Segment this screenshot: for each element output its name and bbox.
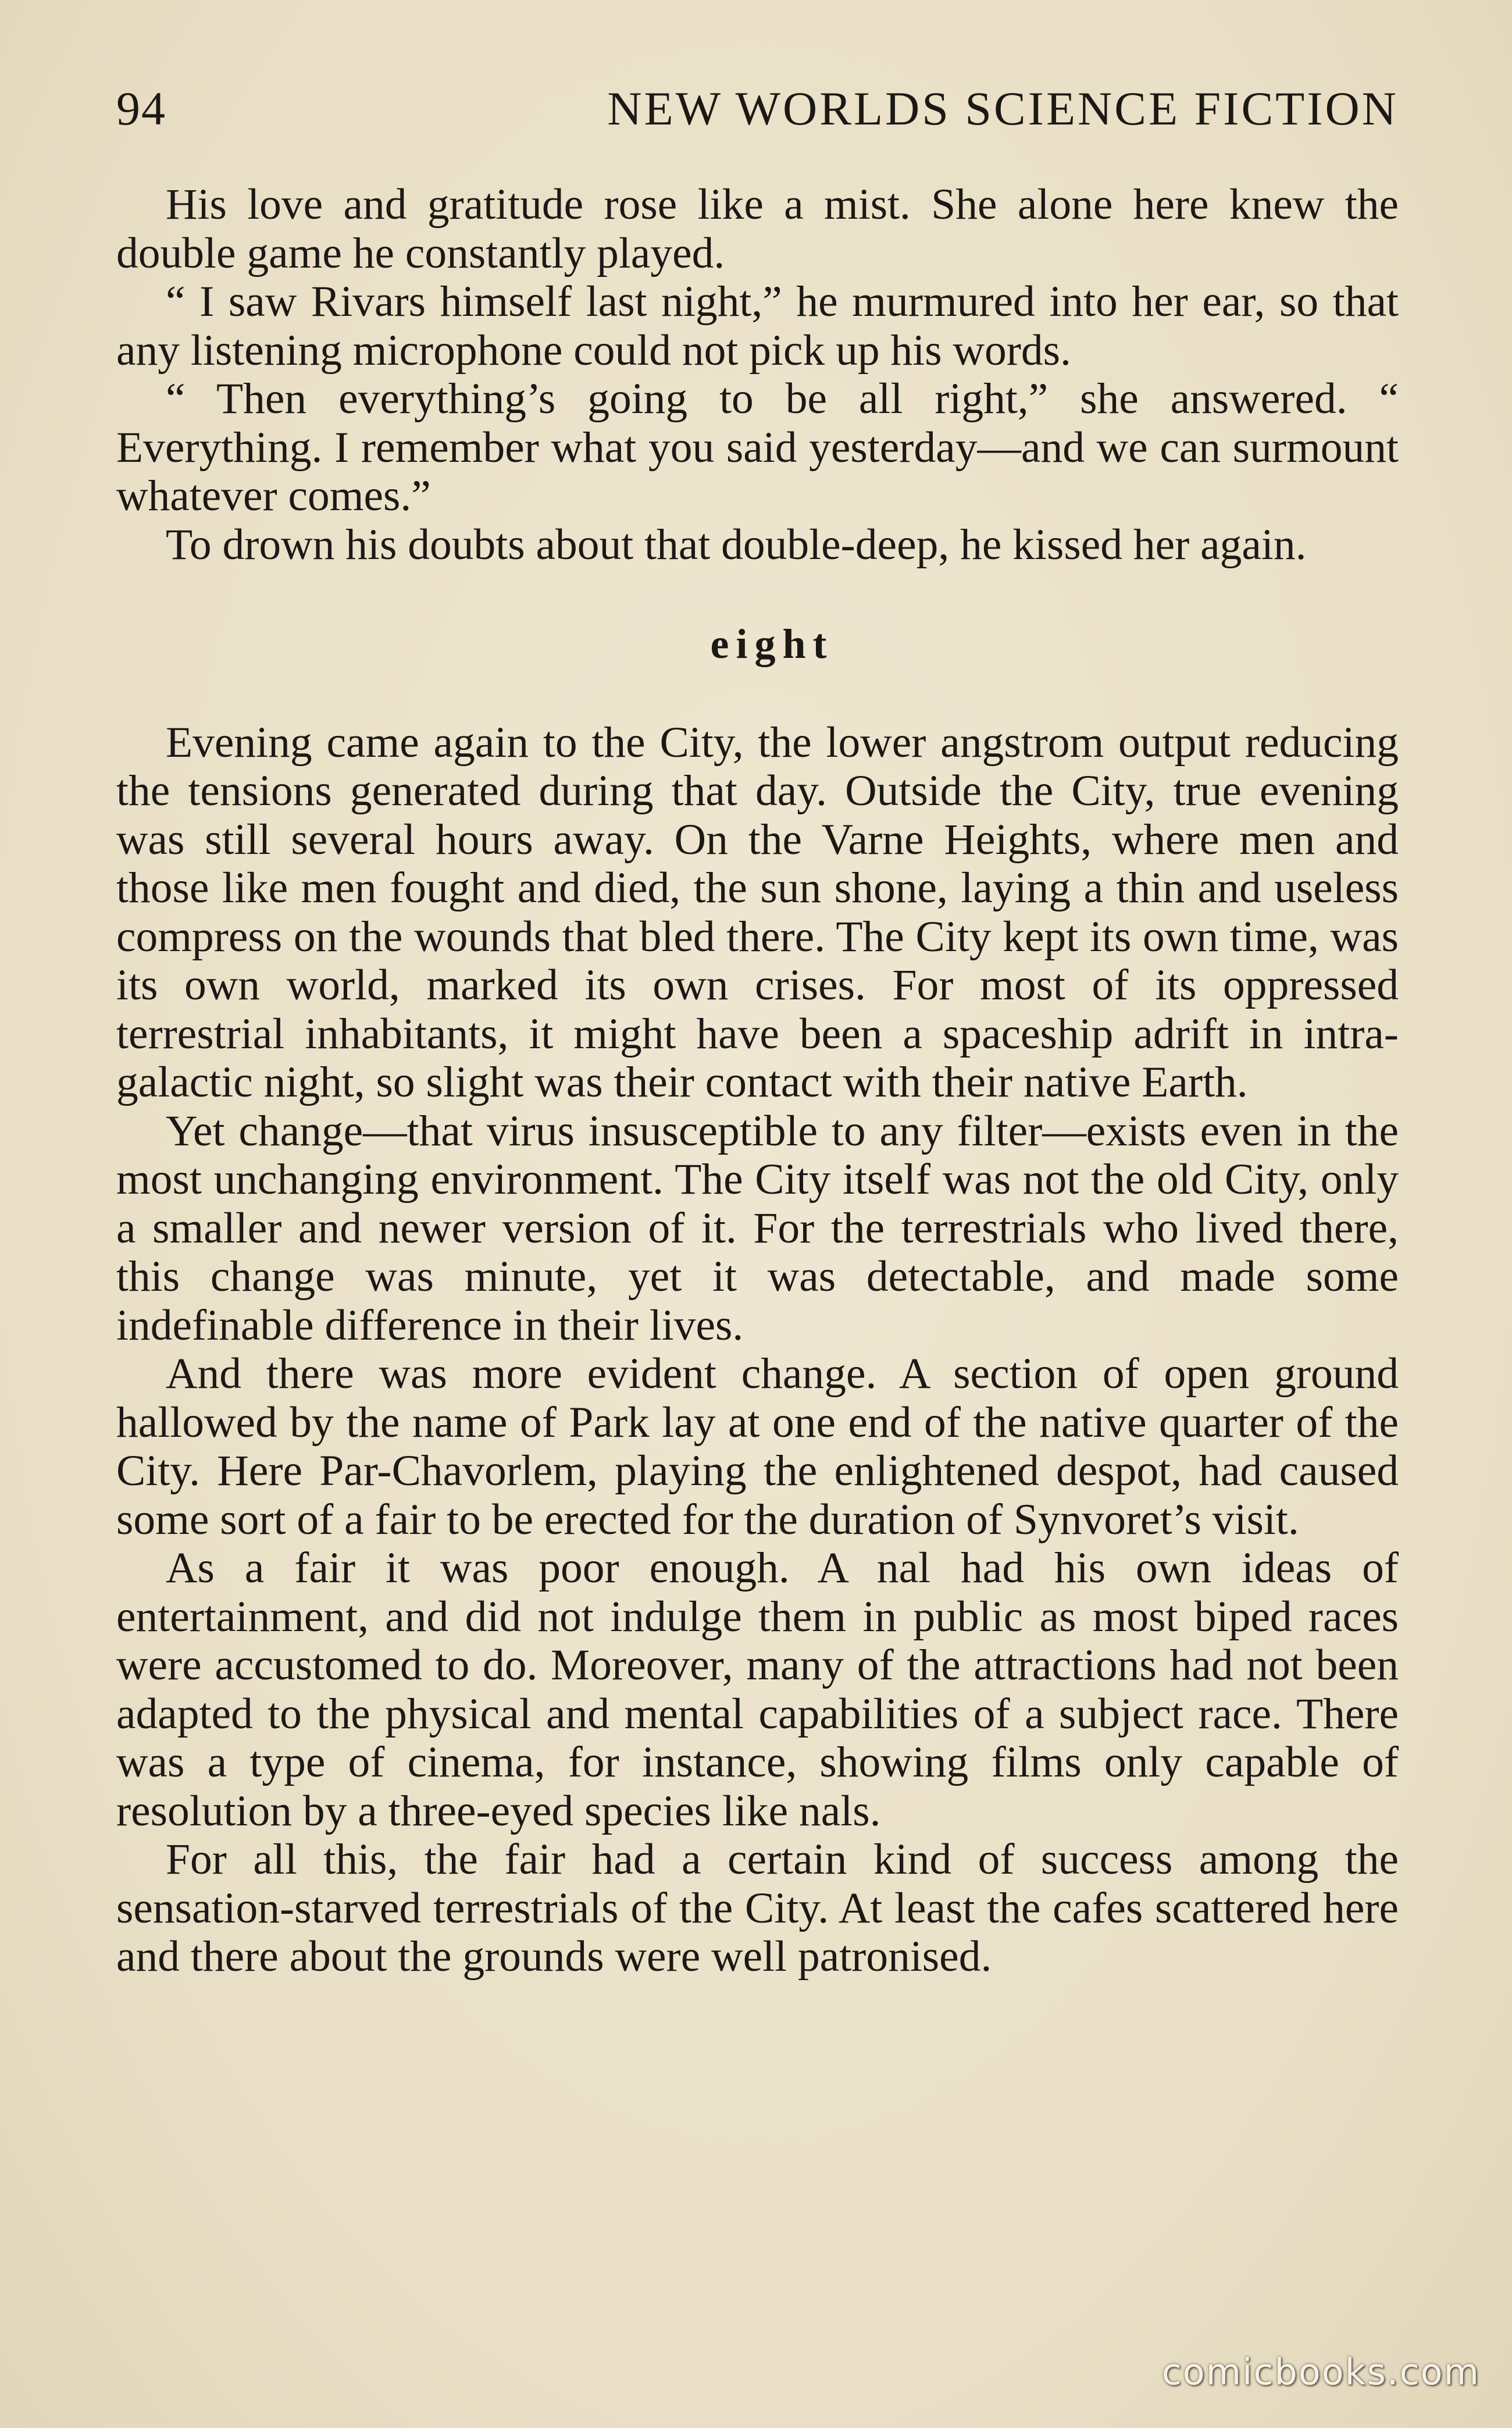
paragraph: To drown his doubts about that double-deep, he kissed her again. [166,520,1307,569]
paragraph: His love and gratitude rose like a mist. She alone here knew the double game he constantly played. [116,180,1399,277]
page-header [116,81,1399,145]
watermark: comicbooks.com [1161,2351,1480,2393]
paragraph: “ Then everything’s going to be all right,” she answered. “ Everything. I remember what you said yesterday—and we can surmount whatever comes.” [116,375,1399,520]
paragraph: “ I saw Rivars himself last night,” he murmured into her ear, so that any listening microphone could not pick up his words. [116,277,1399,375]
running-title: NEW WORLDS SCIENCE FICTION [607,82,1399,135]
paragraph: And there was more evident change. A section of open ground hallowed by the name of Park lay at one end of the native quarter of the City. Here Par-Chavorlem, playing the enlightened despot, had caused some sort of a fair to be erected for the duration of Synvoret’s visit. [116,1350,1399,1544]
paragraph: Yet change—that virus insusceptible to any filter—exists even in the most unchanging environment. The City itself was not the old City, only a smaller and newer version of it. For the terrestrials who lived there, this change was minute, yet it was detectable, and made some indefinable difference in their lives. [116,1106,1399,1350]
chapter-heading: eight [710,621,834,667]
paragraph: Evening came again to the City, the lower angstrom output reducing the tensions generated during that day. Outside the City, true evening was still several hours away. On the Varne Heights, where men and those like men fought and died, the sun shone, laying a thin and useless compress on the wounds that bled there. The City kept its own time, was its own world, marked its own crises. For most of its oppressed terrestrial inhabitants, it might have been a spaceship adrift in intra-galactic night, so slight was their contact with their native Earth. [116,718,1399,1106]
paragraph: For all this, the fair had a certain kind of success among the sensation-starved terrestrials of the City. At least the cafes scattered here and there about the grounds were well patronised. [116,1835,1399,1981]
body-text [116,180,1399,1981]
page-number: 94 [116,82,166,135]
paragraph: As a fair it was poor enough. A nal had his own ideas of entertainment, and did not indulge them in public as most biped races were accustomed to do. Moreover, many of the attractions had not been adapted to the physical and mental capabilities of a subject race. There was a type of cinema, for instance, showing films only capable of resolution by a three-eyed species like nals. [116,1544,1399,1835]
